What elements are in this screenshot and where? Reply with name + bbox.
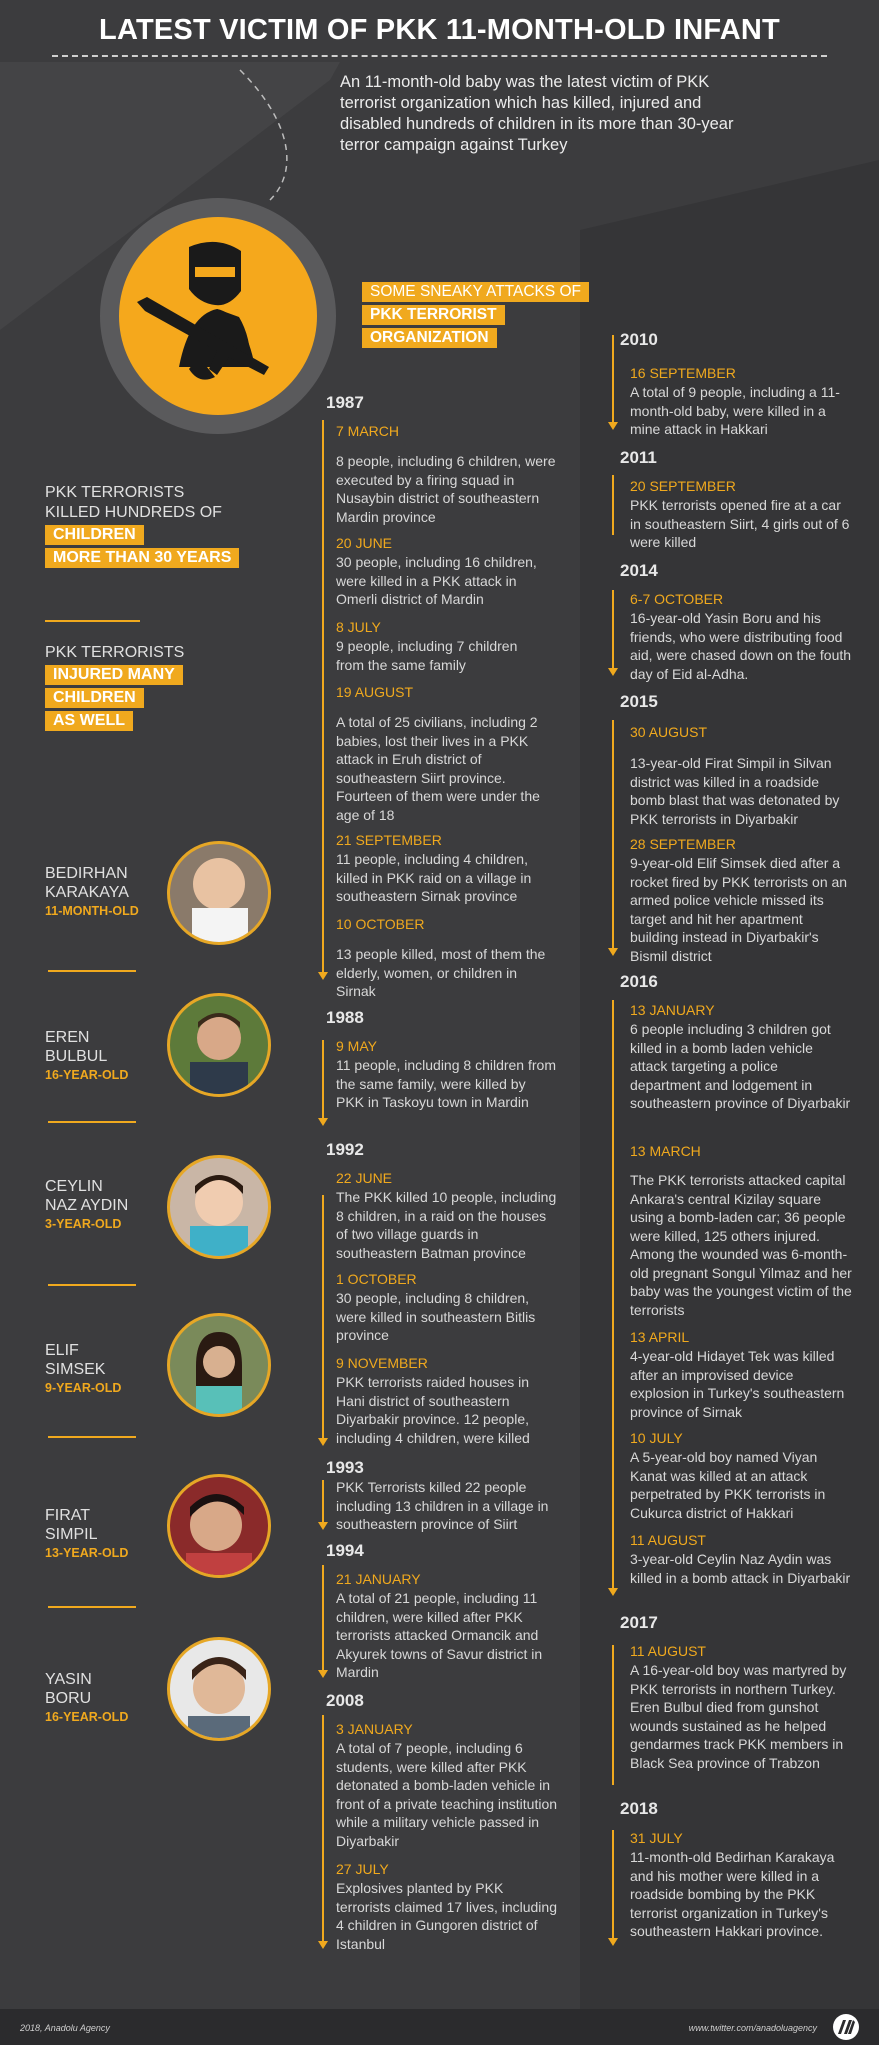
event-date: 27 JULY (336, 1861, 389, 1877)
timeline-line (322, 1565, 324, 1673)
event-text: A total of 21 people, including 11 children, were killed after PKK terrorists attacked Ormancik and Akyurek towns of Savur district in Mardin (336, 1590, 543, 1680)
event-text: A total of 25 civilians, including 2 babies, lost their lives in a PKK attack in Eruh district of southeastern Siirt province. Fourteen of them were under the age of 18 (336, 714, 540, 823)
year-heading: 1994 (326, 1541, 364, 1560)
timeline-line (612, 1645, 614, 1785)
summary-line: PKK TERRORISTS (45, 644, 185, 661)
event-text: 9-year-old Elif Simsek died after a rocket fired by PKK terrorists on an armed police vehicle missed its target and hit her apartment building instead in Diyarbakir's Bismil district (630, 855, 848, 964)
divider (48, 970, 136, 972)
timeline-line (322, 1195, 324, 1441)
event-date: 19 AUGUST (336, 684, 414, 700)
timeline-line (612, 590, 614, 670)
timeline-line (322, 1040, 324, 1120)
year-heading: 1987 (326, 393, 364, 412)
event-date: 13 MARCH (630, 1143, 701, 1159)
avatar (167, 841, 271, 945)
summary-injured (45, 643, 184, 734)
event-text: 4-year-old Hidayet Tek was killed after an improvised device explosion in Turkey's southeastern province of Sirnak (630, 1348, 845, 1420)
avatar (167, 993, 271, 1097)
avatar (167, 1474, 271, 1578)
event-date: 21 SEPTEMBER (336, 832, 442, 848)
summary-killed (45, 483, 239, 571)
person-yasin (45, 1670, 128, 1727)
person-name-line: FIRAT (45, 1507, 91, 1524)
timeline-line (612, 335, 614, 425)
year-heading: 2018 (620, 1799, 658, 1818)
person-name-line: KARAKAYA (45, 884, 129, 901)
event-date: 9 MAY (336, 1038, 377, 1054)
footer (0, 2009, 879, 2045)
year-heading: 2015 (620, 692, 658, 711)
event-text: PKK terrorists raided houses in Hani district of southeastern Diyarbakir province. 12 people, including 4 children, were killed (336, 1374, 530, 1446)
person-age: 11-MONTH-OLD (45, 904, 139, 918)
timeline-arrow-icon (318, 972, 328, 980)
timeline-arrow-icon (318, 1522, 328, 1530)
summary-highlight: INJURED MANY (45, 665, 183, 685)
anadolu-agency-logo-icon (833, 2014, 859, 2040)
title-divider (52, 55, 827, 57)
sneaky-line-2: PKK TERRORIST (362, 305, 505, 325)
timeline-line (612, 720, 614, 950)
event-text: Explosives planted by PKK terrorists claimed 17 lives, including 4 children in Gungoren district of Istanbul (336, 1880, 557, 1952)
event-text: 13-year-old Firat Simpil in Silvan district was killed in a roadside bomb blast that was detonated by PKK terrorists in Diyarbakir (630, 755, 840, 827)
event-date: 31 JULY (630, 1830, 683, 1846)
year-heading: 2014 (620, 561, 658, 580)
year-heading: 1988 (326, 1008, 364, 1027)
event-date: 21 JANUARY (336, 1571, 421, 1587)
year-heading: 2017 (620, 1613, 658, 1632)
timeline-line (612, 475, 614, 535)
year-heading: 2011 (620, 448, 657, 467)
timeline-line (612, 1830, 614, 1940)
emblem-circle (119, 217, 317, 415)
event-text: PKK terrorists opened fire at a car in southeastern Siirt, 4 girls out of 6 were killed (630, 497, 850, 550)
timeline-arrow-icon (608, 422, 618, 430)
person-name-line: SIMSEK (45, 1361, 106, 1378)
event-date: 13 APRIL (630, 1329, 690, 1345)
summary-line: PKK TERRORISTS (45, 484, 185, 501)
timeline-arrow-icon (608, 1588, 618, 1596)
event-text: 30 people, including 8 children, were killed in southeastern Bitlis province (336, 1290, 536, 1343)
event-text: The PKK terrorists attacked capital Ankara's central Kizilay square using a bomb-laden car; 36 people were killed, 125 others injured. Among the wounded was 6-month-old pregnant Songul Yilmaz and her baby was the youngest victim of the terrorists (630, 1172, 852, 1318)
timeline-arrow-icon (318, 1438, 328, 1446)
person-name-line: NAZ AYDIN (45, 1197, 129, 1214)
event-text: 16-year-old Yasin Boru and his friends, who were distributing food aid, were chased down on the fouth day of Eid al-Adha. (630, 610, 852, 682)
timeline-arrow-icon (318, 1941, 328, 1949)
event-date: 11 AUGUST (630, 1643, 706, 1659)
timeline-arrow-icon (608, 668, 618, 676)
person-age: 9-YEAR-OLD (45, 1381, 122, 1395)
summary-highlight: MORE THAN 30 YEARS (45, 548, 239, 568)
event-text: 6 people including 3 children got killed in a bomb laden vehicle attack targeting a police department and lodgement in southeastern province of Diyarbakir (630, 1021, 851, 1111)
event-text: 8 people, including 6 children, were executed by a firing squad in Nusaybin district of southeastern Mardin province (336, 453, 556, 525)
timeline-arrow-icon (318, 1670, 328, 1678)
event-text: 13 people killed, most of them the elderly, women, or children in Sirnak (336, 946, 546, 999)
event-text: A total of 7 people, including 6 students, were killed after PKK detonated a bomb-laden vehicle in front of a private teaching institution while a military vehicle passed in Diyarbakir (336, 1740, 558, 1849)
person-bedirhan (45, 864, 139, 921)
sneaky-line-3: ORGANIZATION (362, 328, 497, 348)
person-name-line: YASIN (45, 1671, 92, 1688)
year-heading: 1993 (326, 1458, 364, 1477)
sneaky-line-1: SOME SNEAKY ATTACKS OF (362, 282, 589, 302)
timeline-arrow-icon (318, 1118, 328, 1126)
person-name-line: BULBUL (45, 1048, 108, 1065)
person-name-line: EREN (45, 1029, 90, 1046)
person-name-line: CEYLIN (45, 1178, 103, 1195)
person-firat (45, 1506, 128, 1563)
summary-highlight: AS WELL (45, 711, 133, 731)
avatar (167, 1155, 271, 1259)
page-title: LATEST VICTIM OF PKK 11-MONTH-OLD INFANT (99, 14, 780, 46)
event-text: 11-month-old Bedirhan Karakaya and his mother were killed in a roadside bombing by the PKK terrorist organization in Turkey's southeastern Hakkari province. (630, 1849, 835, 1939)
event-text: A 16-year-old boy was martyred by PKK terrorists in northern Turkey. Eren Bulbul died from gunshot wounds sustained as he helped gendarmes track PKK members in Black Sea province of Trabzon (630, 1662, 847, 1771)
footer-copyright: 2018, Anadolu Agency (20, 2023, 110, 2033)
event-text: 11 people, including 4 children, killed in PKK raid on a village in southeastern Sirnak province (336, 851, 532, 904)
event-date: 30 AUGUST (630, 724, 708, 740)
timeline-arrow-icon (608, 1938, 618, 1946)
timeline-arrow-icon (608, 948, 618, 956)
avatar (167, 1637, 271, 1741)
summary-highlight: CHILDREN (45, 688, 144, 708)
event-date: 20 JUNE (336, 535, 393, 551)
event-date: 3 JANUARY (336, 1721, 413, 1737)
event-date: 11 AUGUST (630, 1532, 706, 1548)
avatar (167, 1313, 271, 1417)
event-date: 10 JULY (630, 1430, 683, 1446)
year-heading: 2008 (326, 1691, 364, 1710)
timeline-line (322, 1715, 324, 1944)
sneaky-attacks-heading (362, 282, 589, 351)
intro-text: An 11-month-old baby was the latest victim of PKK terrorist organization which has killed, injured and disabled hundreds of children in its more than 30-year terror campaign against Turkey (340, 73, 734, 154)
event-date: 22 JUNE (336, 1170, 393, 1186)
event-date: 13 JANUARY (630, 1002, 715, 1018)
person-name-line: BORU (45, 1690, 92, 1707)
event-text: 3-year-old Ceylin Naz Aydin was killed in a bomb attack in Diyarbakir (630, 1551, 851, 1586)
event-text: A 5-year-old boy named Viyan Kanat was killed at an attack perpetrated by PKK terrorists in Cukurca district of Hakkari (630, 1449, 826, 1521)
event-text: A total of 9 people, including a 11-month-old baby, were killed in a mine attack in Hakkari (630, 384, 840, 437)
event-date: 6-7 OCTOBER (630, 591, 724, 607)
event-date: 1 OCTOBER (336, 1271, 417, 1287)
person-name-line: SIMPIL (45, 1526, 98, 1543)
event-text: The PKK killed 10 people, including 8 children, in a raid on the houses of two village guards in southeastern Batman province (336, 1189, 557, 1261)
pkk-terrorist-icon (119, 217, 317, 415)
event-date: 10 OCTOBER (336, 916, 425, 932)
timeline-line (612, 1000, 614, 1590)
divider (48, 1121, 136, 1123)
person-age: 16-YEAR-OLD (45, 1068, 129, 1082)
person-ceylin (45, 1177, 128, 1234)
divider (45, 620, 140, 622)
summary-line: KILLED HUNDREDS OF (45, 504, 222, 521)
event-text: 9 people, including 7 children from the same family (336, 638, 518, 673)
event-date: 28 SEPTEMBER (630, 836, 736, 852)
event-text: PKK Terrorists killed 22 people including 13 children in a village in southeastern province of Siirt (336, 1479, 549, 1532)
divider (48, 1284, 136, 1286)
event-date: 9 NOVEMBER (336, 1355, 428, 1371)
year-heading: 2010 (620, 330, 658, 349)
person-elif (45, 1341, 121, 1398)
divider (48, 1436, 136, 1438)
divider (48, 1606, 136, 1608)
footer-link[interactable]: www.twitter.com/anadoluagency (688, 2023, 817, 2033)
event-date: 20 SEPTEMBER (630, 478, 736, 494)
person-age: 3-YEAR-OLD (45, 1217, 122, 1231)
year-heading: 2016 (620, 972, 658, 991)
event-date: 8 JULY (336, 619, 381, 635)
person-name-line: BEDIRHAN (45, 865, 128, 882)
timeline-line (322, 420, 324, 975)
event-date: 16 SEPTEMBER (630, 365, 736, 381)
person-age: 16-YEAR-OLD (45, 1710, 129, 1724)
event-date: 7 MARCH (336, 423, 400, 439)
event-text: 11 people, including 8 children from the same family, were killed by PKK in Taskoyu town in Mardin (336, 1057, 556, 1110)
event-text: 30 people, including 16 children, were killed in a PKK attack in Omerli district of Mardin (336, 554, 537, 607)
person-name-line: ELIF (45, 1342, 79, 1359)
summary-highlight: CHILDREN (45, 525, 144, 545)
year-heading: 1992 (326, 1140, 364, 1159)
person-age: 13-YEAR-OLD (45, 1546, 129, 1560)
person-eren (45, 1028, 128, 1085)
timeline-line (322, 1480, 324, 1525)
